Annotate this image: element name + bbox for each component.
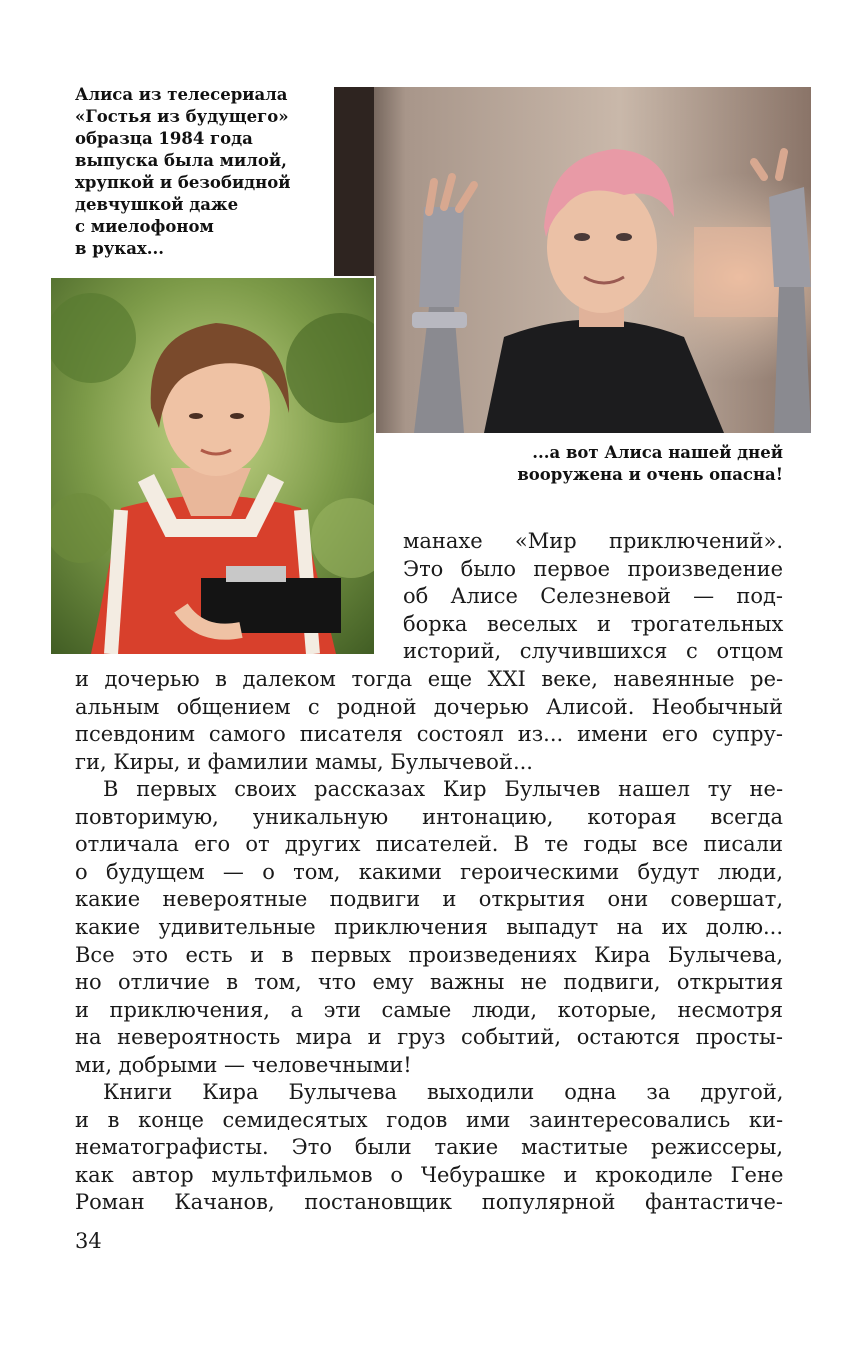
caption-line: «Гостья из будущего» xyxy=(75,107,289,126)
photo-modern-alice xyxy=(334,87,811,433)
caption-line: с миелофоном xyxy=(75,217,214,236)
photo-caption-1984 xyxy=(75,84,291,260)
paragraph-3 xyxy=(75,1079,783,1217)
paragraph-1 xyxy=(75,528,783,776)
photo-caption-modern xyxy=(517,442,783,486)
caption-line: вооружена и очень опасна! xyxy=(517,465,783,484)
text-line: отличала его от других писателей. В те годы все писали xyxy=(75,832,783,857)
paragraph-2 xyxy=(75,776,783,1080)
page-number: 34 xyxy=(75,1229,102,1253)
text-line: об Алисе Селезневой — под- xyxy=(403,584,783,609)
caption-line: Алиса из телесериала xyxy=(75,85,288,104)
text-line: нематографисты. Это были такие маститые режиссеры, xyxy=(75,1135,783,1160)
text-line: какие невероятные подвиги и открытия они совершат, xyxy=(75,887,783,912)
text-line: и приключения, а эти самые люди, которые, несмотря xyxy=(75,997,783,1022)
text-line: повторимую, уникальную интонацию, которая всегда xyxy=(75,804,783,829)
caption-line: в руках... xyxy=(75,239,164,258)
caption-line: выпуска была милой, xyxy=(75,151,287,170)
text-line: и дочерью в далеком тогда еще XXI веке, навеянные ре- xyxy=(75,666,784,691)
text-line: как автор мультфильмов о Чебурашке и крокодиле Гене xyxy=(75,1162,784,1187)
caption-line: ...а вот Алиса нашей дней xyxy=(532,443,783,462)
text-line: и в конце семидесятых годов ими заинтересовались ки- xyxy=(75,1107,784,1132)
caption-line: девчушкой даже xyxy=(75,195,239,214)
text-line: какие удивительные приключения выпадут на их долю... xyxy=(75,914,783,939)
text-line: В первых своих рассказах Кир Булычев нашел ту не- xyxy=(103,777,784,801)
text-line: псевдоним самого писателя состоял из... имени его супру- xyxy=(75,722,783,747)
text-line: Это было первое произведение xyxy=(403,556,784,581)
text-line: альным общением с родной дочерью Алисой. Необычный xyxy=(75,694,783,719)
text-line: ми, добрыми — человечными! xyxy=(75,1052,412,1077)
text-line: о будущем — о том, какими героическими будут люди, xyxy=(75,859,783,884)
caption-line: хрупкой и безобидной xyxy=(75,173,291,192)
text-line: борка веселых и трогательных xyxy=(403,611,784,636)
text-line: манахе «Мир приключений». xyxy=(403,529,783,553)
text-line: Все это есть и в первых произведениях Кира Булычева, xyxy=(75,942,783,967)
caption-line: образца 1984 года xyxy=(75,129,253,148)
text-line: Роман Качанов, постановщик популярной фантастиче- xyxy=(75,1190,783,1215)
text-line: на невероятность мира и груз событий, остаются просты- xyxy=(75,1025,783,1050)
text-line: ги, Киры, и фамилии мамы, Булычевой... xyxy=(75,749,533,774)
text-line: Книги Кира Булычева выходили одна за другой, xyxy=(103,1080,784,1104)
text-line: но отличие в том, что ему важны не подвиги, открытия xyxy=(75,970,784,995)
text-line: историй, случившихся с отцом xyxy=(403,639,784,664)
